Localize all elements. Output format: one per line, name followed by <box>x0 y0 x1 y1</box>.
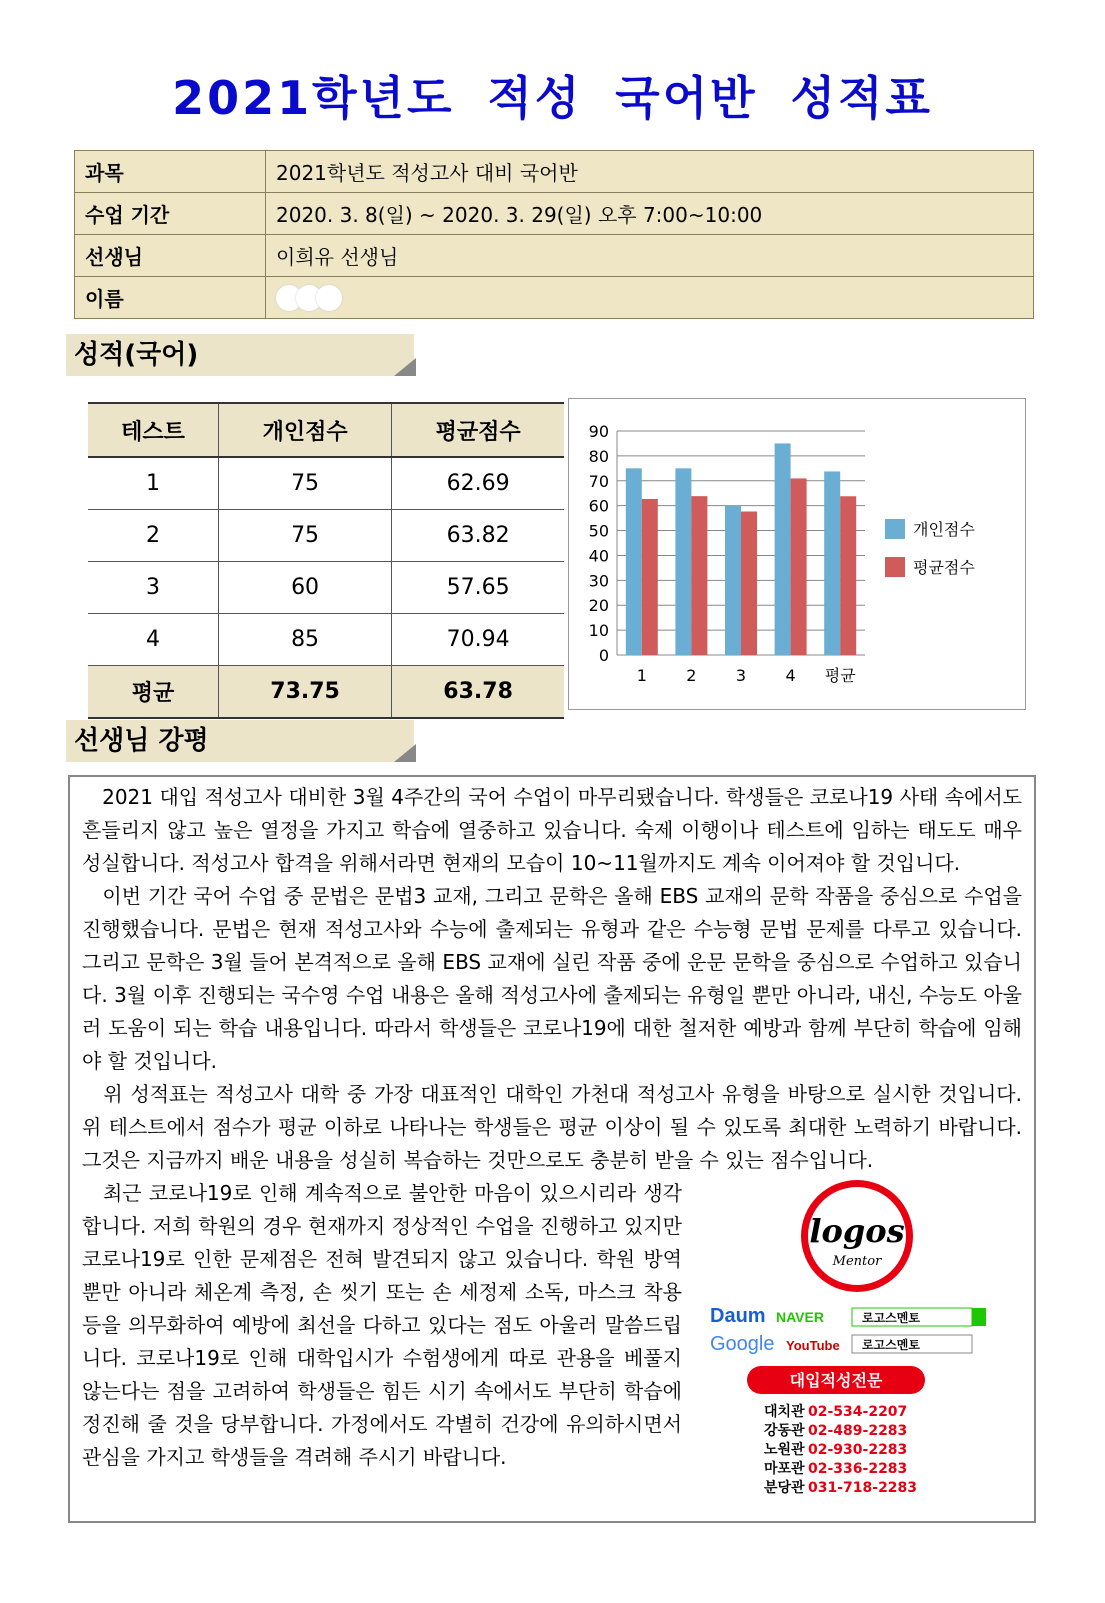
branch-phone: 02-534-2207 <box>808 1404 908 1420</box>
info-row-teacher <box>75 235 1034 277</box>
x-tick-label: 2 <box>686 666 697 685</box>
cell: 70.94 <box>392 614 564 666</box>
logo-text: logos <box>809 1212 905 1250</box>
info-label: 과목 <box>75 151 266 193</box>
info-label: 선생님 <box>75 235 266 277</box>
table-row <box>88 510 564 562</box>
info-table <box>74 150 1034 319</box>
bar-average <box>791 478 807 655</box>
info-value: 이희유 선생님 <box>266 235 1034 277</box>
daum-logo: Daum <box>710 1305 766 1327</box>
youtube-logo: YouTube <box>786 1338 840 1353</box>
info-row-subject <box>75 151 1034 193</box>
cell: 63.78 <box>392 666 564 719</box>
bar-average <box>642 499 658 655</box>
bar-average <box>840 496 856 655</box>
legend-label: 평균점수 <box>913 558 975 577</box>
cell: 75 <box>218 510 391 562</box>
y-tick-label: 70 <box>588 471 609 491</box>
y-tick-label: 30 <box>588 571 609 591</box>
bar-average <box>741 512 757 655</box>
bar-personal <box>775 443 791 655</box>
y-tick-label: 60 <box>588 496 609 516</box>
legend-label: 개인점수 <box>913 520 975 539</box>
cell: 62.69 <box>392 457 564 510</box>
section-title: 성적(국어) <box>74 340 199 370</box>
search-icon <box>972 1308 986 1326</box>
cell: 60 <box>218 562 391 614</box>
redaction-mark <box>316 285 342 311</box>
x-tick-label: 1 <box>636 666 647 685</box>
comment-paragraph: 이번 기간 국어 수업 중 문법은 문법3 교재, 그리고 문학은 올해 EBS 교재의 문학 작품을 중심으로 수업을 진행했습니다. 문법은 현재 적성고사와 수능에 출제되는 유형과 같은 수능형 문법 문제를 다루고 있습니다. 그리고 문학은 3월 들어 본격적으로 올해 EBS 교재에 실린 작품 중에 운문 문학을 중심으로 수업하고 있습니다. 3월 이후 진행되는 국수영 수업 내용은 올해 적성고사에 출제되는 유형일 뿐만 아니라, 내신, 수능도 아울러 도움이 되는 학습 내용입니다. 따라서 학생들은 코로나19에 대한 철저한 예방과 함께 부단히 학습에 임해야 할 것입니다. <box>82 884 1022 1073</box>
col-header: 개인점수 <box>218 403 391 457</box>
y-tick-label: 40 <box>588 546 609 566</box>
info-value: 2021학년도 적성고사 대비 국어반 <box>266 151 1034 193</box>
bar-personal <box>725 506 741 655</box>
legend-swatch <box>885 557 905 577</box>
corner-triangle-icon <box>394 744 416 762</box>
y-tick-label: 0 <box>598 646 609 665</box>
google-logo: Google <box>710 1333 775 1355</box>
section-header-score <box>66 334 414 376</box>
cell: 85 <box>218 614 391 666</box>
cell: 63.82 <box>392 510 564 562</box>
table-row <box>88 614 564 666</box>
info-row-period <box>75 193 1034 235</box>
bar-personal <box>824 471 840 655</box>
cell: 57.65 <box>392 562 564 614</box>
table-row <box>88 562 564 614</box>
slogan-text: 대입적성전문 <box>789 1371 883 1390</box>
cell: 평균 <box>88 666 218 719</box>
cell: 4 <box>88 614 218 666</box>
branch-name: 마포관 <box>764 1461 805 1477</box>
comment-paragraph: 위 성적표는 적성고사 대학 중 가장 대표적인 대학인 가천대 적성고사 유형을 바탕으로 실시한 것입니다. 위 테스트에서 점수가 평균 이하로 나타나는 학생들은 평균 이상이 될 수 있도록 최대한 노력하기 바랍니다. 그것은 지금까지 배운 내용을 성실히 복습하는 것만으로도 충분히 받을 수 있는 점수입니다. <box>82 1082 1022 1172</box>
col-header: 평균점수 <box>392 403 564 457</box>
info-label: 수업 기간 <box>75 193 266 235</box>
x-tick-label: 평균 <box>824 666 856 685</box>
bar-personal <box>675 468 691 655</box>
score-table <box>88 402 564 719</box>
bar-personal <box>626 468 642 655</box>
legend-swatch <box>885 519 905 539</box>
info-row-name <box>75 277 1034 319</box>
branch-phone: 031-718-2283 <box>808 1480 918 1496</box>
branch-name: 강동관 <box>764 1423 805 1439</box>
info-value-redacted <box>266 277 1034 319</box>
cell: 1 <box>88 457 218 510</box>
cell: 75 <box>218 457 391 510</box>
comment-paragraph: 최근 코로나19로 인해 계속적으로 불안한 마음이 있으시리라 생각합니다. 저희 학원의 경우 현재까지 정상적인 수업을 진행하고 있지만 코로나19로 인한 문제점은 전혀 발견되지 않고 있습니다. 학원 방역뿐만 아니라 체온계 측정, 손 씻기 또는 손 세정제 소독, 마스크 착용 등을 의무화하여 예방에 최선을 다하고 있다는 점도 아울러 말씀드립니다. 코로나19로 인해 대학입시가 수험생에게 따로 관용을 베풀지 않는다는 점을 고려하여 학생들은 힘든 시기 속에서도 부단히 학습에 정진해 줄 것을 당부합니다. 가정에서도 각별히 건강에 유의하시면서 관심을 가지고 학생들을 격려해 주시기 바랍니다. <box>82 1181 682 1469</box>
academy-ad <box>702 1180 1012 1510</box>
logo-subtext: Mentor <box>832 1254 882 1269</box>
bar-average <box>691 496 707 655</box>
y-tick-label: 80 <box>588 446 609 466</box>
y-tick-label: 10 <box>588 621 609 641</box>
cell: 3 <box>88 562 218 614</box>
academy-logo <box>702 1180 1012 1510</box>
table-row <box>88 457 564 510</box>
cell: 2 <box>88 510 218 562</box>
score-chart <box>568 398 1026 710</box>
y-tick-label: 20 <box>588 596 609 616</box>
naver-logo: NAVER <box>776 1309 824 1325</box>
section-header-comment <box>66 720 414 762</box>
search-term: 로고스멘토 <box>862 1311 920 1325</box>
branch-name: 분당관 <box>764 1480 805 1496</box>
branch-phone: 02-930-2283 <box>808 1442 908 1458</box>
y-tick-label: 50 <box>588 521 609 541</box>
branch-phone: 02-489-2283 <box>808 1423 908 1439</box>
table-row-average <box>88 666 564 719</box>
corner-triangle-icon <box>394 358 416 376</box>
branch-name: 대치관 <box>764 1404 805 1420</box>
info-label: 이름 <box>75 277 266 319</box>
score-header-row <box>88 403 564 457</box>
page-title: 2021학년도 적성 국어반 성적표 <box>172 71 933 125</box>
comment-paragraph: 2021 대입 적성고사 대비한 3월 4주간의 국어 수업이 마무리됐습니다. 학생들은 코로나19 사태 속에서도 흔들리지 않고 높은 열정을 가지고 학습에 열중하고 있습니다. 숙제 이행이나 테스트에 임하는 태도도 매우 성실합니다. 적성고사 합격을 위해서라면 현재의 모습이 10~11월까지도 계속 이어져야 할 것입니다. <box>82 785 1022 875</box>
branch-phone: 02-336-2283 <box>808 1461 908 1477</box>
section-title: 선생님 강평 <box>74 726 209 756</box>
bar-chart-svg <box>569 399 1025 709</box>
search-term: 로고스멘토 <box>862 1338 920 1352</box>
branch-name: 노원관 <box>764 1442 805 1458</box>
x-tick-label: 4 <box>785 666 796 685</box>
cell: 73.75 <box>218 666 391 719</box>
y-tick-label: 90 <box>588 422 609 441</box>
col-header: 테스트 <box>88 403 218 457</box>
info-value: 2020. 3. 8(일) ~ 2020. 3. 29(일) 오후 7:00~10:00 <box>266 193 1034 235</box>
x-tick-label: 3 <box>735 666 747 685</box>
